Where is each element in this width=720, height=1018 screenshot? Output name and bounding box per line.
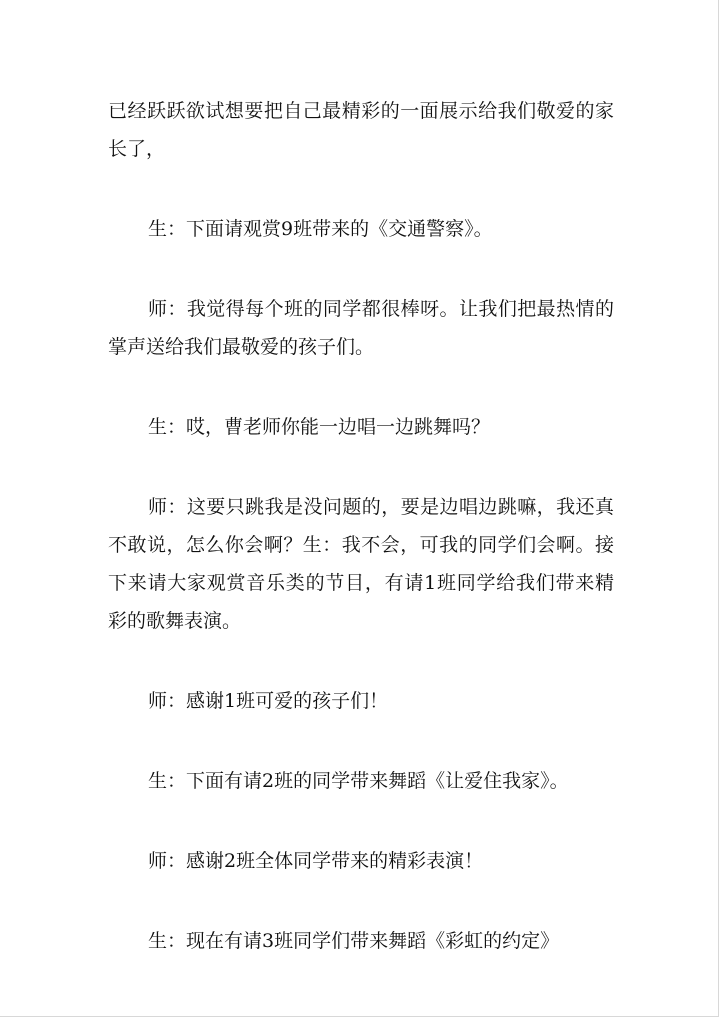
paragraph-teacher-line: 师：我觉得每个班的同学都很棒呀。让我们把最热情的掌声送给我们最敬爱的孩子们。 [108, 298, 614, 358]
paragraph-teacher-line: 师：感谢2班全体同学带来的精彩表演！ [148, 850, 484, 872]
document-body [108, 92, 614, 960]
paragraph-continuation: 已经跃跃欲试想要把自己最精彩的一面展示给我们敬爱的家长了， [108, 100, 614, 160]
paragraph-teacher-line: 师：这要只跳我是没问题的，要是边唱边跳嘛，我还真不敢说，怎么你会啊？生：我不会，可我的同学们会啊。接下来请大家观赏音乐类的节目，有请1班同学给我们带来精彩的歌舞表演。 [108, 496, 614, 632]
paragraph-student-line: 生：哎，曹老师你能一边唱一边跳舞吗？ [148, 416, 491, 438]
paragraph-teacher-line: 师：感谢1班可爱的孩子们！ [148, 690, 389, 712]
paragraph-student-line: 生：下面请观赏9班带来的《交通警察》。 [148, 218, 493, 240]
paragraph-student-line: 生：下面有请2班的同学带来舞蹈《让爱住我家》。 [148, 770, 569, 792]
paragraph-student-line: 生：现在有请3班同学们带来舞蹈《彩虹的约定》 [148, 930, 560, 952]
